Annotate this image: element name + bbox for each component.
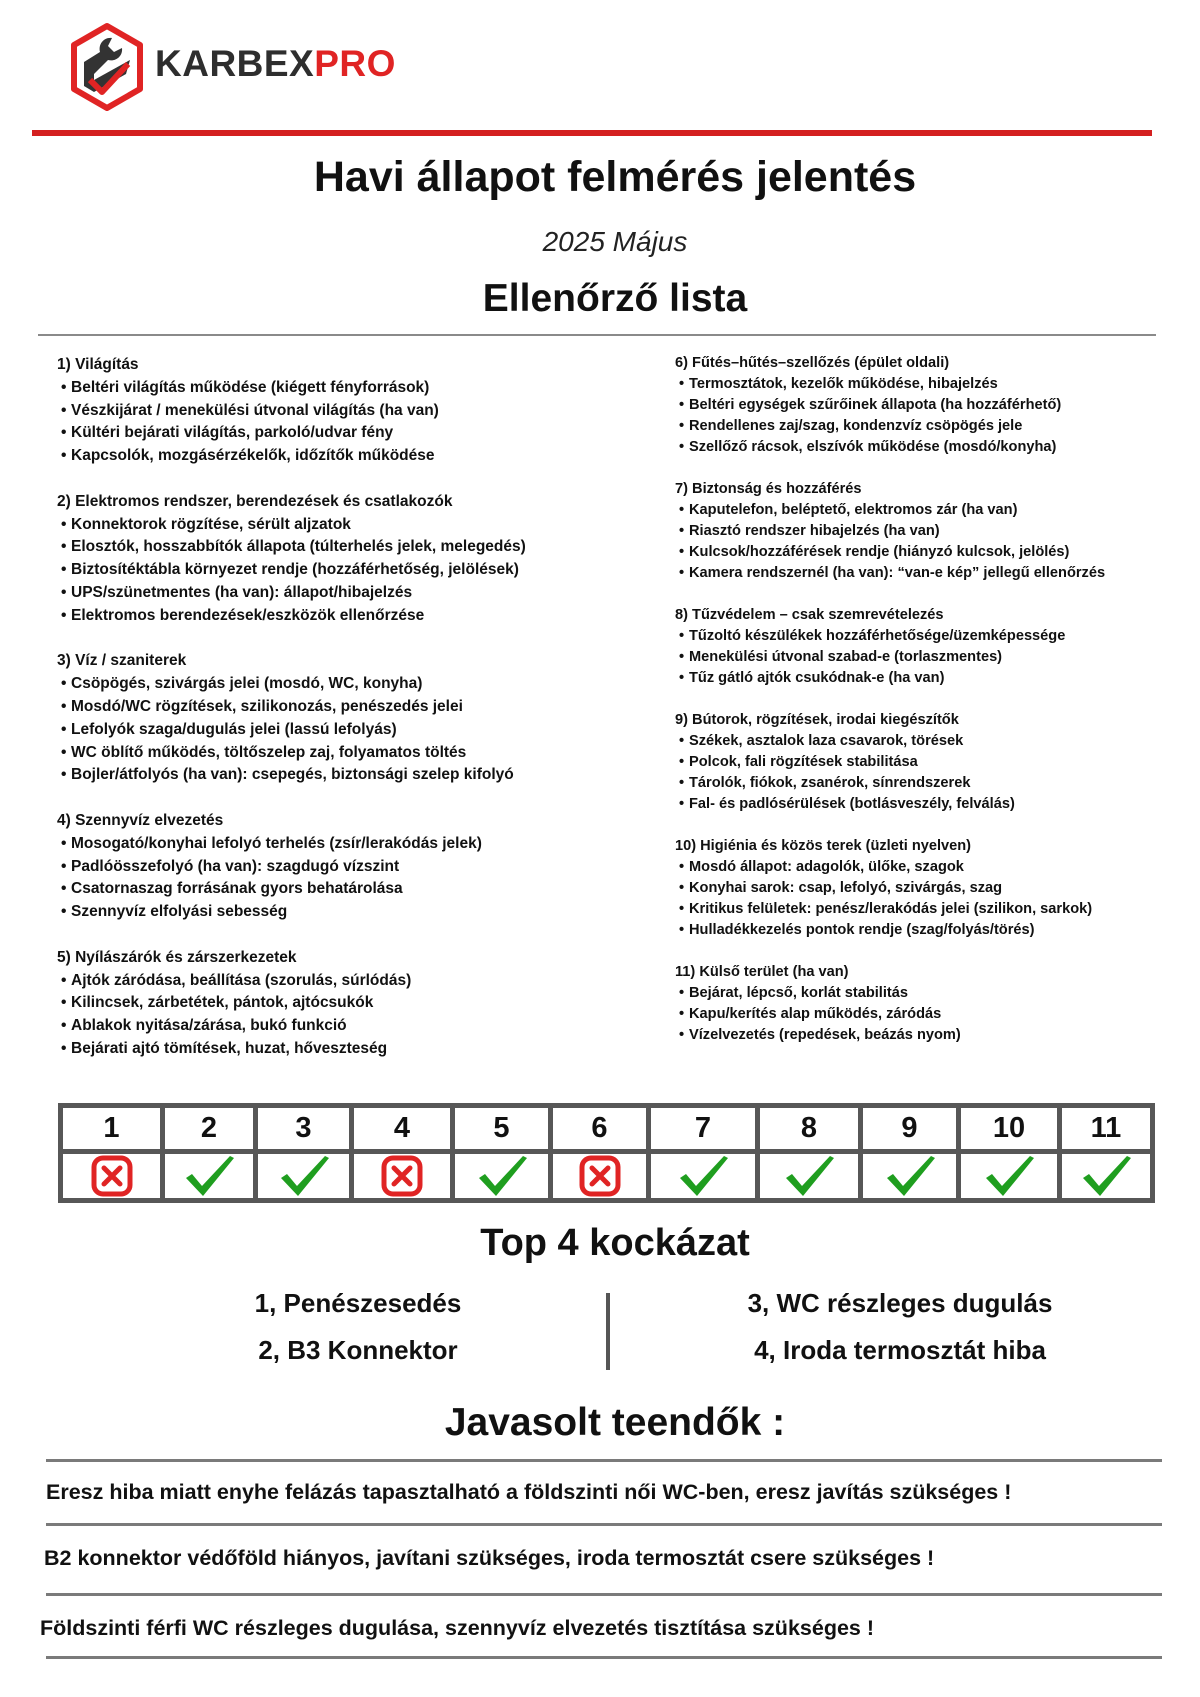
- checklist-item-label: Beltéri egységek szűrőinek állapota (ha hozzáférhető): [689, 397, 1062, 413]
- checklist-item: [675, 563, 1105, 584]
- checklist-item: [675, 857, 1105, 878]
- bullet-icon: •: [679, 418, 685, 434]
- status-number: 4: [352, 1106, 453, 1152]
- brand-name-dark: KARBEX: [155, 43, 315, 84]
- status-table: [58, 1103, 1155, 1203]
- page-title: Havi állapot felmérés jelentés: [313, 153, 917, 201]
- bullet-icon: •: [61, 903, 67, 921]
- bullet-icon: •: [679, 922, 685, 938]
- section-heading: 6) Fűtés–hűtés–szellőzés (épület oldali): [675, 355, 950, 371]
- checklist-item: [675, 878, 1105, 899]
- checklist-item-label: Ajtók záródása, beállítása (szorulás, súrlódás): [71, 971, 412, 989]
- checklist-item: [57, 992, 526, 1015]
- section-heading: 7) Biztonság és hozzáférés: [675, 481, 862, 497]
- bullet-icon: •: [679, 670, 685, 686]
- status-number: 6: [551, 1106, 649, 1152]
- checklist-section: [675, 479, 1105, 584]
- checklist-section: [57, 947, 526, 1061]
- risk-item: 1, Penészesedés: [254, 1288, 462, 1318]
- check-icon: [455, 1154, 548, 1198]
- status-cell: [352, 1152, 453, 1201]
- checklist-item-label: Elosztók, hosszabbítók állapota (túlterhelés jelek, melegedés): [71, 538, 526, 556]
- bullet-icon: •: [61, 766, 67, 784]
- checklist-item-label: Csöpögés, szivárgás jelei (mosdó, WC, konyha): [71, 675, 423, 693]
- checklist-item-label: Lefolyók szaga/dugulás jelei (lassú lefolyás): [71, 720, 397, 738]
- checklist-section: [57, 491, 526, 628]
- bullet-icon: •: [61, 1039, 67, 1057]
- checklist-item: [675, 374, 1105, 395]
- checklist-item: [57, 742, 526, 765]
- checklist-section: [57, 650, 526, 787]
- cross-icon: [354, 1155, 450, 1197]
- checklist-item: [57, 673, 526, 696]
- checklist-item-label: Székek, asztalok laza csavarok, törések: [689, 733, 964, 749]
- bullet-icon: •: [679, 649, 685, 665]
- bullet-icon: •: [61, 606, 67, 624]
- action-item: Földszinti férfi WC részleges dugulása, szennyvíz elvezetés tisztítása szükséges !: [40, 1616, 874, 1640]
- risk-item: 2, B3 Konnektor: [258, 1335, 458, 1365]
- bullet-icon: •: [61, 447, 67, 465]
- checklist-item-label: Hulladékkezelés pontok rendje (szag/folyás/törés): [689, 922, 1035, 938]
- check-icon: [258, 1154, 349, 1198]
- checklist-item: [675, 521, 1105, 542]
- checklist-item: [57, 1038, 526, 1061]
- report-date: 2025 Május: [542, 226, 688, 257]
- cross-icon: [553, 1155, 646, 1197]
- bullet-icon: •: [61, 880, 67, 898]
- status-number: 5: [453, 1106, 551, 1152]
- checklist-item-label: Ablakok nyitása/zárása, bukó funkció: [71, 1017, 347, 1035]
- cross-icon: [63, 1155, 160, 1197]
- checklist-item-label: Kamera rendszernél (ha van): “van-e kép” jellegű ellenőrzés: [689, 565, 1106, 581]
- section-heading: 2) Elektromos rendszer, berendezések és csatlakozók: [57, 492, 453, 510]
- check-icon: [165, 1154, 253, 1198]
- checklist-item-label: Bejárati ajtó tömítések, huzat, hőveszteség: [71, 1039, 388, 1057]
- status-table-header-row: [61, 1106, 1153, 1152]
- checklist-item-label: Kapcsolók, mozgásérzékelők, időzítők működése: [71, 447, 435, 465]
- checklist-section: [675, 710, 1105, 815]
- action-item: B2 konnektor védőföld hiányos, javítani szükséges, iroda termosztát csere szükséges !: [44, 1546, 935, 1570]
- karbexpro-logo-icon: [70, 22, 144, 112]
- checklist-item-label: Kültéri bejárati világítás, parkoló/udvar fény: [71, 424, 394, 442]
- status-cell: [453, 1152, 551, 1201]
- checklist-item: [57, 856, 526, 879]
- bullet-icon: •: [679, 775, 685, 791]
- bullet-icon: •: [679, 502, 685, 518]
- checklist-item: [57, 970, 526, 993]
- checklist-item: [675, 500, 1105, 521]
- checklist-section: [675, 353, 1105, 458]
- check-icon: [1062, 1154, 1150, 1198]
- checklist-item: [57, 1015, 526, 1038]
- checklist-item: [57, 833, 526, 856]
- bullet-icon: •: [679, 397, 685, 413]
- risk-item: 4, Iroda termosztát hiba: [754, 1335, 1046, 1365]
- bullet-icon: •: [679, 376, 685, 392]
- checklist-item: [675, 647, 1105, 668]
- checklist-item: [675, 542, 1105, 563]
- checklist-item: [675, 437, 1105, 458]
- bullet-icon: •: [61, 675, 67, 693]
- checklist-right-column: [675, 353, 1105, 1046]
- checklist-item-label: Kritikus felületek: penész/lerakódás jelei (szilikon, sarkok): [689, 901, 1093, 917]
- bullet-icon: •: [61, 515, 67, 533]
- checklist-item-label: Mosdó állapot: adagolók, ülőke, szagok: [689, 859, 964, 875]
- actions-title: Javasolt teendők :: [444, 1401, 786, 1444]
- checklist-item: [57, 764, 526, 787]
- section-heading: 11) Külső terület (ha van): [675, 964, 849, 980]
- bullet-icon: •: [61, 834, 67, 852]
- checklist-item-label: Biztosítéktábla környezet rendje (hozzáférhetőség, jelölések): [71, 561, 519, 579]
- status-number: 10: [959, 1106, 1060, 1152]
- checklist-item-label: Polcok, fali rögzítések stabilitása: [689, 754, 918, 770]
- bullet-icon: •: [61, 743, 67, 761]
- bullet-icon: •: [679, 1006, 685, 1022]
- action-divider: [46, 1459, 1162, 1462]
- checklist-item-label: Vészkijárat / menekülési útvonal világítás (ha van): [71, 401, 439, 419]
- status-cell: [61, 1152, 163, 1201]
- bullet-icon: •: [61, 538, 67, 556]
- status-cell: [861, 1152, 959, 1201]
- section-heading: 8) Tűzvédelem – csak szemrevételezés: [675, 607, 944, 623]
- checklist-item: [675, 626, 1105, 647]
- checklist-item: [675, 899, 1105, 920]
- checklist-item-label: WC öblítő működés, töltőszelep zaj, folyamatos töltés: [71, 743, 467, 761]
- bullet-icon: •: [61, 1017, 67, 1035]
- check-icon: [760, 1154, 858, 1198]
- header-divider: [32, 130, 1152, 136]
- checklist-item: [675, 668, 1105, 689]
- bullet-icon: •: [61, 697, 67, 715]
- checklist-item-label: Tárolók, fiókok, zsanérok, sínrendszerek: [689, 775, 971, 791]
- checklist-title: Ellenőrző lista: [482, 277, 748, 320]
- checklist-section: [675, 836, 1105, 941]
- checklist-item-label: Elektromos berendezések/eszközök ellenőrzése: [71, 606, 425, 624]
- checklist-item-label: Termosztátok, kezelők működése, hibajelzés: [689, 376, 998, 392]
- section-heading: 3) Víz / szaniterek: [57, 652, 187, 670]
- bullet-icon: •: [679, 796, 685, 812]
- action-item: Eresz hiba miatt enyhe felázás tapasztalható a földszinti női WC-ben, eresz javítás szükséges !: [46, 1480, 1012, 1504]
- risk-item: 3, WC részleges dugulás: [747, 1288, 1053, 1318]
- checklist-item: [675, 794, 1105, 815]
- checklist-section: [675, 605, 1105, 689]
- risk-divider: [606, 1293, 610, 1370]
- section-heading: 10) Higiénia és közös terek (üzleti nyelven): [675, 838, 972, 854]
- bullet-icon: •: [61, 720, 67, 738]
- status-cell: [551, 1152, 649, 1201]
- bullet-icon: •: [61, 971, 67, 989]
- bullet-icon: •: [679, 523, 685, 539]
- checklist-item-label: Padlóösszefolyó (ha van): szagdugó vízszint: [71, 857, 400, 875]
- bullet-icon: •: [61, 424, 67, 442]
- checklist-item-label: Mosdó/WC rögzítések, szilikonozás, penészedés jelei: [71, 697, 463, 715]
- status-number: 2: [163, 1106, 256, 1152]
- checklist-item-label: Konnektorok rögzítése, sérült aljzatok: [71, 515, 351, 533]
- checklist-item: [675, 416, 1105, 437]
- bullet-icon: •: [679, 544, 685, 560]
- checklist-left-column: [57, 354, 526, 1061]
- status-cell: [758, 1152, 861, 1201]
- checklist-item-label: Csatornaszag forrásának gyors behatárolása: [71, 880, 403, 898]
- status-number: 3: [256, 1106, 352, 1152]
- action-divider: [46, 1656, 1162, 1659]
- brand-name: [155, 44, 396, 84]
- status-cell: [649, 1152, 758, 1201]
- checklist-item: [57, 696, 526, 719]
- check-icon: [961, 1154, 1057, 1198]
- checklist-item: [675, 1025, 1105, 1046]
- checklist-item: [675, 395, 1105, 416]
- bullet-icon: •: [61, 378, 67, 396]
- bullet-icon: •: [679, 628, 685, 644]
- status-cell: [256, 1152, 352, 1201]
- checklist-item-label: Kaputelefon, beléptető, elektromos zár (ha van): [689, 502, 1018, 518]
- checklist-item-label: Bejárat, lépcső, korlát stabilitás: [689, 985, 908, 1001]
- checklist-item-label: Kapu/kerítés alap működés, záródás: [689, 1006, 942, 1022]
- checklist-item: [57, 605, 526, 628]
- status-number: 8: [758, 1106, 861, 1152]
- checklist-item: [675, 983, 1105, 1004]
- checklist-item: [675, 752, 1105, 773]
- bullet-icon: •: [679, 439, 685, 455]
- checklist-item-label: Mosogató/konyhai lefolyó terhelés (zsír/lerakódás jelek): [71, 834, 482, 852]
- top-risks-title: Top 4 kockázat: [480, 1222, 750, 1264]
- bullet-icon: •: [679, 565, 685, 581]
- checklist-section: [675, 962, 1105, 1046]
- action-divider: [46, 1523, 1162, 1526]
- status-number: 9: [861, 1106, 959, 1152]
- section-heading: 9) Bútorok, rögzítések, irodai kiegészítők: [675, 712, 959, 728]
- bullet-icon: •: [61, 994, 67, 1012]
- checklist-item-label: Riasztó rendszer hibajelzés (ha van): [689, 523, 940, 539]
- bullet-icon: •: [679, 754, 685, 770]
- section-heading: 1) Világítás: [57, 356, 139, 373]
- checklist-item-label: Vízelvezetés (repedések, beázás nyom): [689, 1027, 961, 1043]
- checklist-item: [57, 400, 526, 423]
- checklist-item-label: Tűzoltó készülékek hozzáférhetősége/üzemképessége: [689, 628, 1066, 644]
- checklist-item: [57, 514, 526, 537]
- checklist-item-label: Rendellenes zaj/szag, kondenzvíz csöpögés jele: [689, 418, 1023, 434]
- status-number: 1: [61, 1106, 163, 1152]
- bullet-icon: •: [61, 401, 67, 419]
- status-cell: [163, 1152, 256, 1201]
- checklist-item-label: Kilincsek, zárbetétek, pántok, ajtócsukók: [71, 994, 374, 1012]
- status-number: 11: [1060, 1106, 1153, 1152]
- checklist-item-label: Tűz gátló ajtók csukódnak-e (ha van): [689, 670, 945, 686]
- checklist-item: [57, 582, 526, 605]
- checklist-item: [675, 1004, 1105, 1025]
- checklist-item: [675, 773, 1105, 794]
- checklist-item: [57, 445, 526, 468]
- bullet-icon: •: [679, 880, 685, 896]
- bullet-icon: •: [61, 583, 67, 601]
- checklist-item-label: Konyhai sarok: csap, lefolyó, szivárgás, szag: [689, 880, 1003, 896]
- checklist-item-label: Menekülési útvonal szabad-e (torlaszmentes): [689, 649, 1003, 665]
- bullet-icon: •: [679, 859, 685, 875]
- checklist-section: [57, 810, 526, 924]
- bullet-icon: •: [679, 733, 685, 749]
- bullet-icon: •: [679, 901, 685, 917]
- bullet-icon: •: [679, 1027, 685, 1043]
- checklist-item-label: Bojler/átfolyós (ha van): csepegés, biztonsági szelep kifolyó: [71, 766, 514, 784]
- status-table-result-row: [61, 1152, 1153, 1201]
- checklist-item-label: Fal- és padlósérülések (botlásveszély, felválás): [689, 796, 1015, 812]
- checklist-item-label: Beltéri világítás működése (kiégett fényforrások): [71, 378, 430, 396]
- checklist-item-label: Szellőző rácsok, elszívók működése (mosdó/konyha): [689, 439, 1057, 455]
- checklist-item: [57, 878, 526, 901]
- status-number: 7: [649, 1106, 758, 1152]
- checklist-item: [57, 377, 526, 400]
- check-icon: [651, 1154, 755, 1198]
- status-cell: [1060, 1152, 1153, 1201]
- checklist-section: [57, 354, 526, 468]
- brand-name-accent: PRO: [314, 43, 396, 84]
- bullet-icon: •: [61, 857, 67, 875]
- checklist-item: [675, 731, 1105, 752]
- checklist-item-label: Szennyvíz elfolyási sebesség: [71, 903, 288, 921]
- checklist-item: [57, 536, 526, 559]
- action-divider: [46, 1593, 1162, 1596]
- bullet-icon: •: [679, 985, 685, 1001]
- checklist-item: [57, 559, 526, 582]
- checklist-item: [675, 920, 1105, 941]
- section-heading: 5) Nyílászárók és zárszerkezetek: [57, 948, 297, 966]
- checklist-divider: [38, 334, 1156, 336]
- check-icon: [863, 1154, 956, 1198]
- checklist-item: [57, 719, 526, 742]
- checklist-item-label: Kulcsok/hozzáférések rendje (hiányzó kulcsok, jelölés): [689, 544, 1070, 560]
- checklist-item: [57, 901, 526, 924]
- bullet-icon: •: [61, 561, 67, 579]
- section-heading: 4) Szennyvíz elvezetés: [57, 811, 224, 829]
- status-cell: [959, 1152, 1060, 1201]
- checklist-item: [57, 422, 526, 445]
- checklist-item-label: UPS/szünetmentes (ha van): állapot/hibajelzés: [71, 583, 413, 601]
